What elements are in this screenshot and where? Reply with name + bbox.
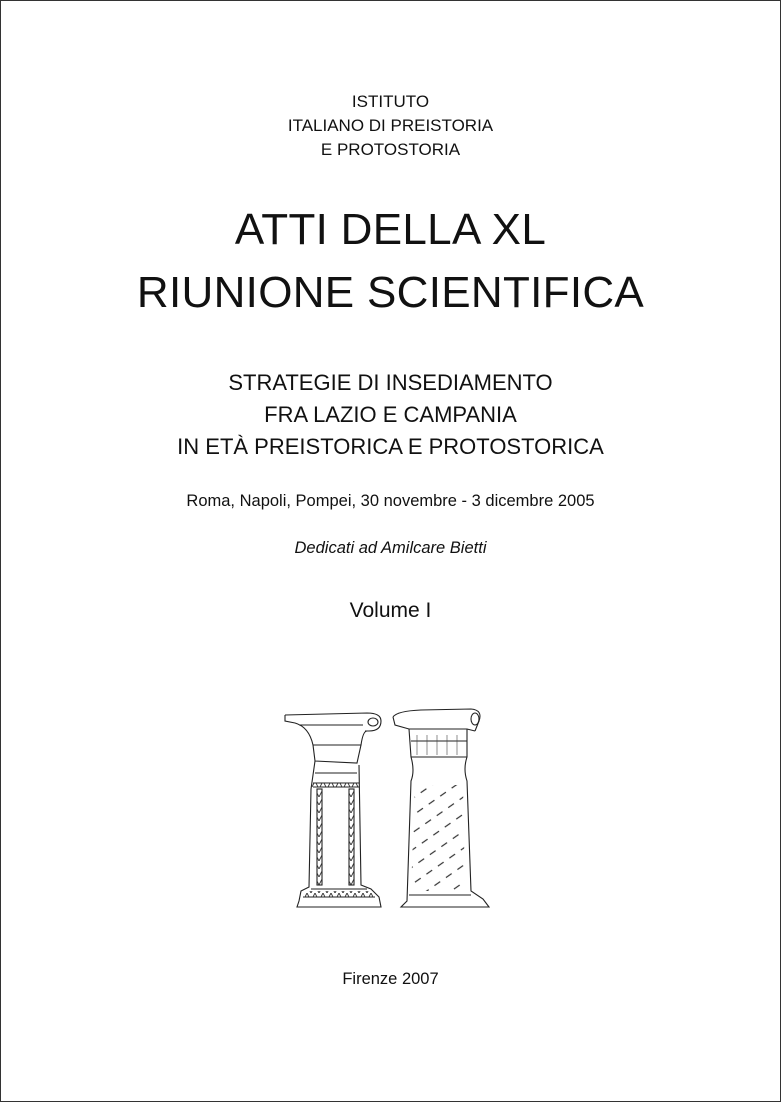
dedication: Dedicati ad Amilcare Bietti <box>294 539 487 557</box>
institute-line-3: E PROTOSTORIA <box>320 140 461 159</box>
pottery-stands-drawing-icon <box>271 701 511 916</box>
institute-line-2: ITALIANO DI PREISTORIA <box>287 116 494 135</box>
title-line-1: ATTI DELLA XL <box>234 205 547 254</box>
subtitle-line-1: STRATEGIE DI INSEDIAMENTO <box>228 370 553 395</box>
imprint-place-year: Firenze 2007 <box>342 970 439 988</box>
subtitle-line-2: FRA LAZIO E CAMPANIA <box>264 402 517 427</box>
event-place-date: Roma, Napoli, Pompei, 30 novembre - 3 dicembre 2005 <box>186 492 595 510</box>
subtitle-line-3: IN ETÀ PREISTORICA E PROTOSTORICA <box>177 434 604 459</box>
title-line-2: RIUNIONE SCIENTIFICA <box>136 268 645 317</box>
institute-line-1: ISTITUTO <box>351 92 430 111</box>
volume-label: Volume I <box>349 599 432 622</box>
